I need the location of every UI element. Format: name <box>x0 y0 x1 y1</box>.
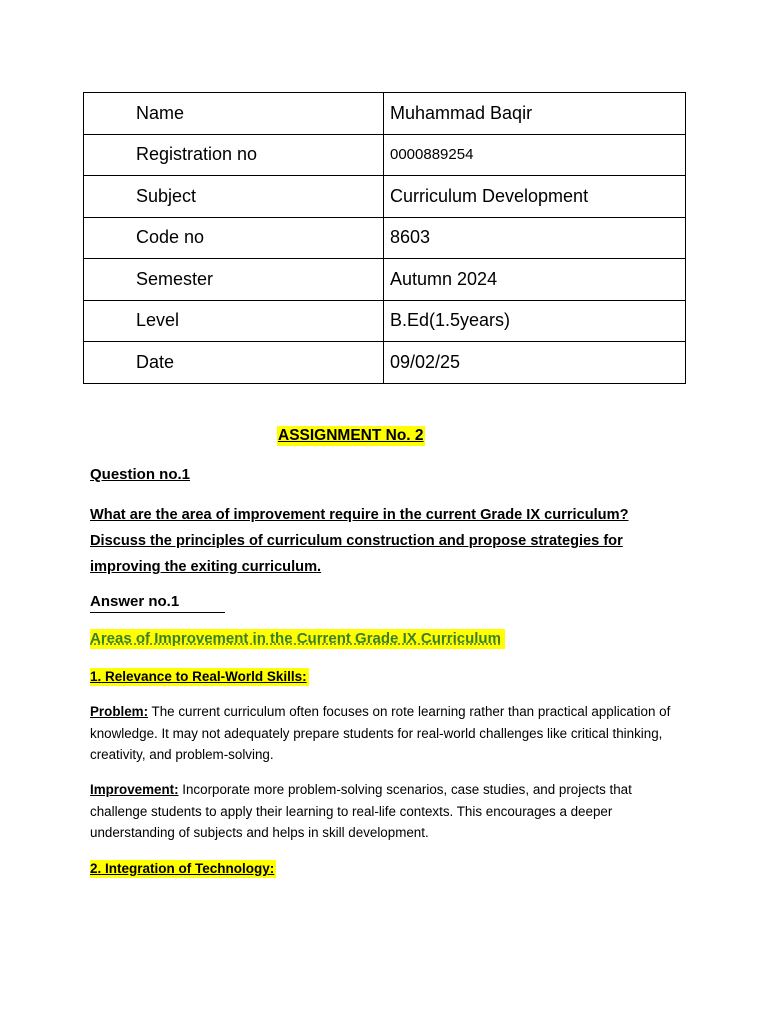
table-row <box>84 259 686 301</box>
section-heading <box>90 668 309 686</box>
info-label: Level <box>84 300 384 342</box>
info-label: Code no <box>84 217 384 259</box>
info-label: Name <box>84 93 384 135</box>
problem-text: The current curriculum often focuses on rote learning rather than practical application of knowledge. It may not adequately prepare students for real-world challenges like critical thinking, creativity, and problem-solving. <box>90 704 671 762</box>
student-info-table <box>83 92 686 384</box>
info-value: Autumn 2024 <box>384 259 686 301</box>
table-row <box>84 217 686 259</box>
problem-lead: Problem: <box>90 704 149 719</box>
table-row <box>84 176 686 218</box>
question-label: Question no.1 <box>90 466 191 483</box>
info-value: Muhammad Baqir <box>384 93 686 135</box>
question-line: improving the exiting curriculum. <box>90 559 322 575</box>
section-number: 1. <box>90 669 102 684</box>
table-row <box>84 342 686 384</box>
info-value: B.Ed(1.5years) <box>384 300 686 342</box>
info-value: 0000889254 <box>384 134 686 176</box>
table-row <box>84 93 686 135</box>
table-row <box>84 134 686 176</box>
improvement-paragraph <box>90 779 690 844</box>
assignment-title: ASSIGNMENT No. 2 <box>278 427 424 444</box>
info-label: Semester <box>84 259 384 301</box>
info-label: Date <box>84 342 384 384</box>
section-number: 2. <box>90 861 102 876</box>
question-text <box>90 502 690 580</box>
table-row <box>84 300 686 342</box>
info-label: Subject <box>84 176 384 218</box>
section-title: Integration of Technology: <box>105 861 275 876</box>
section-heading <box>90 860 276 878</box>
section-title: Relevance to Real-World Skills: <box>105 669 307 684</box>
improvement-lead: Improvement: <box>90 782 179 797</box>
problem-paragraph <box>90 701 690 766</box>
areas-heading: Areas of Improvement in the Current Grade IX Curriculum <box>90 629 505 649</box>
info-value: 8603 <box>384 217 686 259</box>
answer-label: Answer no.1 <box>90 592 225 613</box>
info-value: Curriculum Development <box>384 176 686 218</box>
improvement-text: Incorporate more problem-solving scenarios, case studies, and projects that challenge students to apply their learning to real-life contexts. This encourages a deeper understanding of subjects and helps in skill development. <box>90 782 632 840</box>
question-line: What are the area of improvement require in the current Grade IX curriculum? <box>90 507 629 523</box>
info-label: Registration no <box>84 134 384 176</box>
info-value: 09/02/25 <box>384 342 686 384</box>
question-line: Discuss the principles of curriculum construction and propose strategies for <box>90 533 623 549</box>
